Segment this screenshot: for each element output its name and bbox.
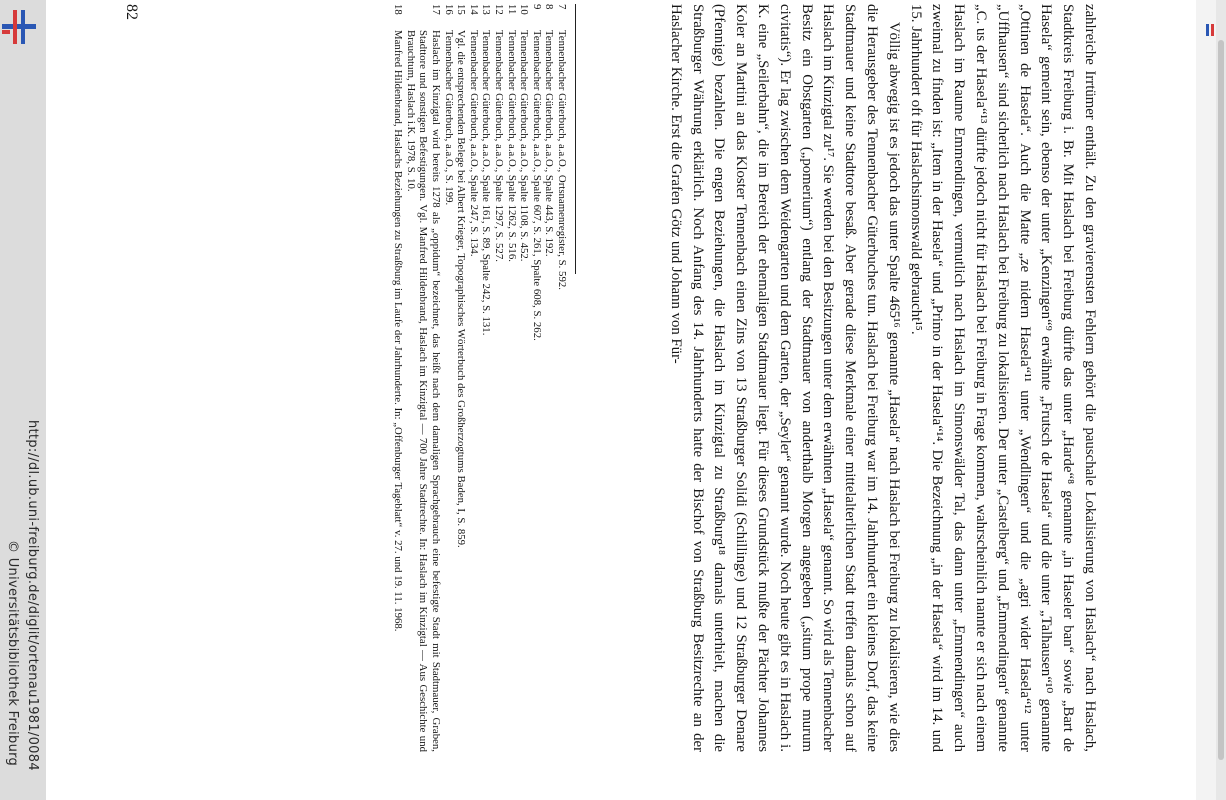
footnote — [480, 4, 493, 752]
footnote-number: 13 — [480, 4, 493, 15]
footnote-number: 10 — [518, 4, 531, 15]
footnote — [455, 4, 468, 752]
page-edge — [1196, 0, 1216, 800]
scrollbar-thumb[interactable] — [1218, 40, 1224, 760]
footnote — [555, 4, 568, 752]
footnote-text: Tennenbacher Güterbuch, a.a.O., Spalte 247, S. 134. — [467, 30, 480, 257]
footnote-number: 17 — [430, 4, 443, 15]
page-number: 82 — [123, 4, 140, 20]
footnote-text: Tennenbacher Güterbuch, a.a.O., S. 199. — [442, 30, 455, 206]
footnote-number: 9 — [530, 4, 543, 10]
footnote-text: Haslach im Kinzigtal wird bereits 1278 als „oppidum“ bezeichnet, das heißt nach dem damaligen Sprachgebrauch eine befestigte Stadt mit Stadtmauer, Graben, Stadttore und sonstigen Befestigungen. Vgl. Manfred Hildenbrand, Haslach im Kinzigtal — 700 Jahre Stadtrechte. In: Haslach im Kinzigtal — Aus Geschichte und Brauchtum, Haslach i.K. 1978, S. 10. — [404, 30, 443, 752]
footnote — [442, 4, 455, 752]
footnote-number: 12 — [493, 4, 506, 15]
page-navigation-icon[interactable] — [1205, 22, 1215, 38]
footnote-number: 15 — [455, 4, 468, 15]
footnote — [392, 4, 405, 752]
footnote-text: Tennenbacher Güterbuch, a.a.O., Spalte 443, S. 192. — [543, 30, 556, 257]
footnote-number: 7 — [556, 4, 568, 10]
footnote-text: Tennenbacher Güterbuch, a.a.O., Spalte 1297, S. 527. — [493, 30, 506, 262]
footnote-text: Tennenbacher Güterbuch, a.a.O., Spalte 1108, S. 452. — [518, 30, 531, 262]
footnote-text: Tennenbacher Güterbuch, a.a.O., Spalte 607, S. 261, Spalte 608, S. 262. — [530, 30, 543, 341]
footnote — [404, 4, 442, 752]
source-url: http://dl.ub.uni-freiburg.de/diglit/ortenau1981/0084 — [25, 420, 40, 771]
footnote-text: Tennenbacher Güterbuch, a.a.O., Ortsnamenregister, S. 592. — [556, 30, 568, 290]
footnote-number: 14 — [467, 4, 480, 15]
footnotes — [392, 4, 568, 752]
footnote-number: 11 — [505, 4, 518, 15]
page-navigation-icon[interactable] — [0, 6, 40, 48]
footnote-text: Vgl. die entsprechenden Belege bei Albert Krieger, Topographisches Wörterbuch des Großherzogtums Baden, I, S. 859. — [455, 30, 468, 548]
footnote-number: 18 — [392, 4, 405, 15]
footnote — [543, 4, 556, 752]
footnote-number: 16 — [442, 4, 455, 15]
footnote-text: Manfred Hildenbrand, Haslachs Beziehungen zu Straßburg im Laufe der Jahrhunderte. In: „Offenburger Tageblatt“ v. 27. und 19. 11. 1968. — [392, 30, 405, 632]
scanned-page — [100, 0, 1100, 800]
paragraph: Völlig abwegig ist es jedoch das unter Spalte 465¹⁶ genannte „Hasela“ nach Haslach bei Freiburg zu lokalisieren, wie dies die Herausgeber des Tennenbacher Güterbuches tun. Haslach bei Freiburg war im 14. Jahrhundert ein kleines Dorf, das keine Stadtmauer und keine Stadttore besaß. Aber gerade diese Merkmale einer mittelalterlichen Stadt treffen damals schon auf Haslach im Kinzigtal zu¹⁷. Sie werden bei den Besitzungen unter dem erwähnten „Hasela“ genannt. So wird als Tennenbacher Besitz ein Obstgarten („pomerium“) entlang der Stadtmauer von anderthalb Morgen angegeben („situm prope murum civitatis“). Er lag zwischen dem Weidengarten und dem Garten, der „Seyler“ genannt wurde. Noch heute gibt es in Haslach i. K. eine „Seilerbahn“, die im Bereich der ehemaligen Stadtmauer liegt. Für dieses Grundstück mußte der Pächter Johannes Koler an Martini an das Kloster Tennenbach einen Zins von 13 Straßburger Solidi (Schillinge) und 12 Straßburger Denare (Pfennige) bezahlen. Die engen Beziehungen, die Haslach im Kinzigtal zu Straßburg¹⁸ damals unterhielt, machen die Straßburger Währung erklärlich. Noch Anfang des 14. Jahrhunderts hatte der Bischof von Straßburg Besitzrechte an der Haslacher Kirche. Erst die Grafen Götz und Johann von Für- — [667, 4, 902, 752]
footnote — [492, 4, 505, 752]
paragraph: zahlreiche Irrtümer enthält. Zu den gravierensten Fehlern gehört die pauschale Lokalisierung von Haslach“ nach Haslach, Stadtkreis Freiburg i. Br. Mit Haslach bei Freiburg dürfte das unter „Harde“⁸ genannte „in Haseler ban“ sowie „Bart de Hasela“ gemeint sein, ebenso der unter „Kenzingen“⁹ erwähnte „Frutsch de Hasela“ und die unter „Talhausen“¹⁰ genannte „Ottinen de Hasela“. Auch die Matte „ze nidern Hasela“¹¹ unter „Wendlingen“ und die „agri wider Hasela“¹² unter „Uffhausen“ sind sicherlich nach Haslach bei Freiburg zu lokalisieren. Der unter „Castelberg“ und „Emmendingen“ genannte „C. us der Hasela“¹³ dürfte jedoch nicht für Haslach bei Freiburg in Frage kommen, wahrscheinlich nannte er sich nach einem Haslach im Raume Emmendingen, vermutlich nach Haslach im Simonswälder Tal, das dann unter „Emmendingen“ auch zweimal zu finden ist: „Item in der Hasela“ und „Primo in der Hasela“¹⁴. Die Bezeichnung „in der Hasela“ wird im 14. und 15. Jahrhundert oft für Haslachsimonswald gebraucht¹⁵. — [907, 4, 1098, 752]
copyright-notice: © Universitätsbibliothek Freiburg — [5, 540, 20, 767]
footnote-text: Tennenbacher Güterbuch, a.a.O., Spalte 161, S. 89, Spalte 242, S. 131. — [480, 30, 493, 336]
footnote-text: Tennenbacher Güterbuch, a.a.O., Spalte 1262, S. 516. — [505, 30, 518, 262]
footnote — [467, 4, 480, 752]
body-text — [664, 4, 1100, 752]
footnote — [530, 4, 543, 752]
footnote-divider — [575, 4, 576, 274]
footnote-number: 8 — [543, 4, 556, 10]
footnote — [505, 4, 518, 752]
footnote — [518, 4, 531, 752]
